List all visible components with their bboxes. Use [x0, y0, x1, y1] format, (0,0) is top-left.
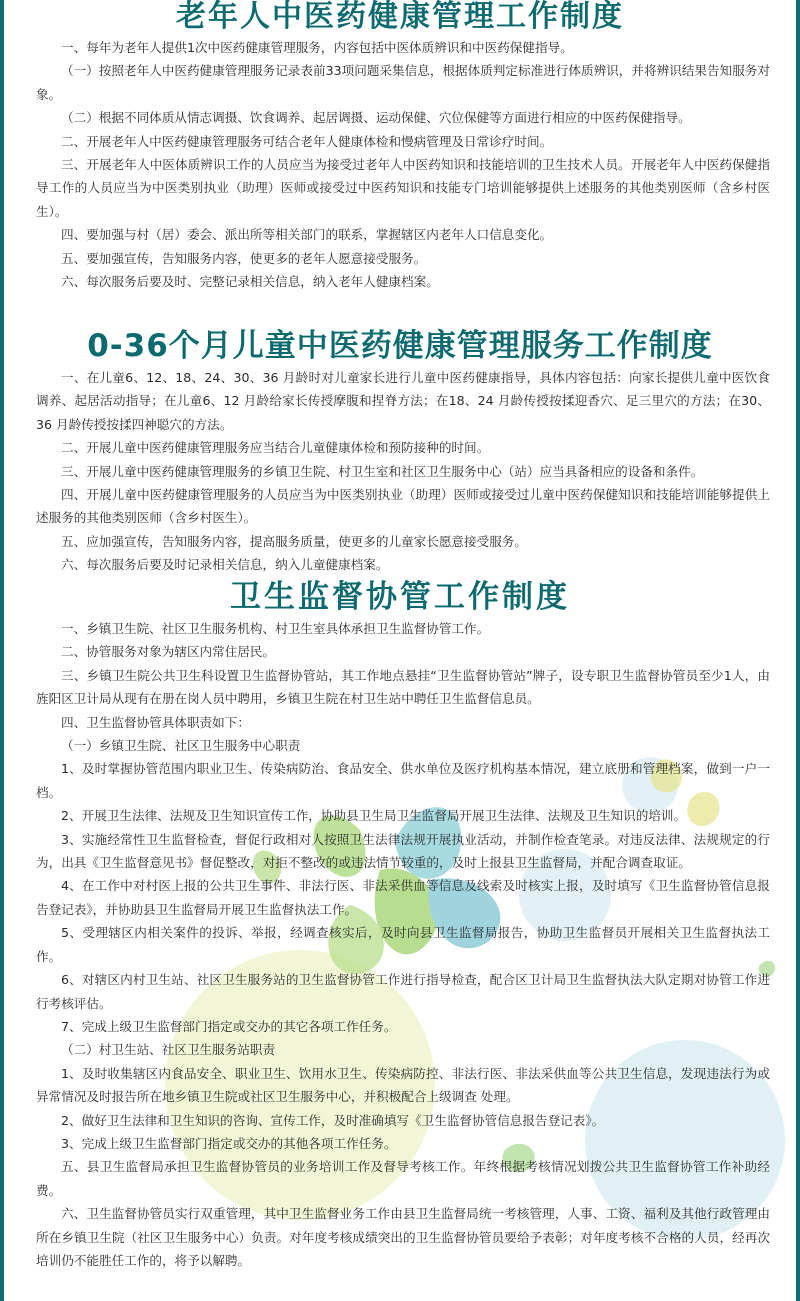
paragraph: （二）村卫生站、社区卫生服务站职责	[61, 1042, 276, 1058]
paragraph: 一、每年为老年人提供1次中医药健康管理服务，内容包括中医体质辨识和中医药保健指导。	[61, 40, 573, 55]
paragraph: 一、在儿童6、12、18、24、30、36 月龄时对儿童家长进行儿童中医药健康指导，具体内容包括：向家长提供儿童中医饮食调养、起居活动指导；在儿童6、12 月龄给家长传授摩腹和捏脊方法；在18、24 月龄传授按揉迎香穴、足三里穴的方法；在30、36 月龄传授按揉四神聪穴的方法。	[36, 370, 770, 432]
paragraph: 四、要加强与村（居）委会、派出所等相关部门的联系，掌握辖区内老年人口信息变化。	[61, 227, 553, 243]
paragraph: 二、协管服务对象为辖区内常住居民。	[61, 644, 276, 660]
section-title: 0-36个月儿童中医药健康管理服务工作制度	[87, 328, 713, 364]
paragraph: 五、应加强宣传，告知服务内容，提高服务质量，使更多的儿童家长愿意接受服务。	[61, 533, 527, 549]
paragraph: 四、卫生监督协管具体职责如下：	[61, 714, 250, 730]
paragraph: 5、受理辖区内相关案件的投诉、举报，经调查核实后，及时向县卫生监督局报告，协助卫生监督员开展相关卫生监督执法工作。	[36, 925, 770, 964]
paragraph: 3、实施经常性卫生监督检查，督促行政相对人按照卫生法律法规开展执业活动，并制作检查笔录。对违反法律、法规规定的行为，出具《卫生监督意见书》督促整改，对拒不整改的或违法情节较重的，及时上报县卫生监督局，并配合调查取证。	[36, 831, 770, 871]
section-body	[0, 617, 800, 1272]
section-child-tcm	[0, 326, 800, 577]
paragraph: 2、开展卫生法律、法规及卫生知识宣传工作，协助县卫生局卫生监督局开展卫生法律、法规及卫生知识的培训。	[61, 808, 687, 824]
paragraph: 2、做好卫生法律和卫生知识的咨询、宣传工作，及时准确填写《卫生监督协管信息报告登记表》。	[61, 1112, 605, 1128]
section-title: 卫生监督协管工作制度	[230, 579, 570, 615]
paragraph: 6、对辖区内村卫生站、社区卫生服务站的卫生监督协管工作进行指导检查，配合区卫计局卫生监督执法大队定期对协管工作进行考核评估。	[36, 972, 770, 1011]
paragraph: 二、开展儿童中医药健康管理服务应当结合儿童健康体检和预防接种的时间。	[61, 440, 490, 456]
paragraph: （二）根据不同体质从情志调摄、饮食调养、起居调摄、运动保健、穴位保健等方面进行相应的中医药保健指导。	[61, 110, 691, 126]
paragraph: 7、完成上级卫生监督部门指定或交办的其它各项工作任务。	[61, 1018, 397, 1034]
paragraph: 1、及时收集辖区内食品安全、职业卫生、饮用水卫生、传染病防控、非法行医、非法采供血等公共卫生信息，发现违法行为或异常情况及时报告所在地乡镇卫生院或社区卫生服务中心，并积极配合上级调查 处理。	[36, 1065, 770, 1105]
paragraph: 二、开展老年人中医药健康管理服务可结合老年人健康体检和慢病管理及日常诊疗时间。	[61, 133, 553, 149]
section-elderly-tcm	[0, 0, 800, 293]
page-border-right	[796, 0, 800, 1301]
paragraph: 五、县卫生监督局承担卫生监督协管员的业务培训工作及督导考核工作。年终根据考核情况划拨公共卫生监督协管工作补助经费。	[36, 1159, 770, 1198]
paragraph: 六、每次服务后要及时记录相关信息，纳入儿童健康档案。	[61, 557, 389, 573]
paragraph: 四、开展儿童中医药健康管理服务的人员应当为中医类别执业（助理）医师或接受过儿童中医药保健知识和技能培训能够提供上述服务的其他类别医师（含乡村医生）。	[36, 487, 770, 526]
section-title: 老年人中医药健康管理工作制度	[176, 0, 624, 34]
paragraph: 三、开展老年人中医体质辨识工作的人员应当为接受过老年人中医药知识和技能培训的卫生技术人员。开展老年人中医药保健指导工作的人员应当为中医类别执业（助理）医师或接受过中医药知识和技能专门培训能够提供上述服务的其他类别医师（含乡村医生）。	[36, 157, 770, 219]
paragraph: 六、每次服务后要及时、完整记录相关信息，纳入老年人健康档案。	[61, 274, 439, 290]
paragraph: （一）乡镇卫生院、社区卫生服务中心职责	[61, 738, 301, 754]
section-body	[0, 366, 800, 577]
paragraph: 六、卫生监督协管员实行双重管理，其中卫生监督业务工作由县卫生监督局统一考核管理，人事、工资、福利及其他行政管理由所在乡镇卫生院（社区卫生服务中心）负责。对年度考核成绩突出的卫生监督协管员要给予表彰；对年度考核不合格的人员，经再次培训仍不能胜任工作的，将予以解聘。	[36, 1206, 770, 1268]
paragraph: 3、完成上级卫生监督部门指定或交办的其他各项工作任务。	[61, 1135, 397, 1151]
page-border-left	[0, 0, 4, 1301]
paragraph: 三、开展儿童中医药健康管理服务的乡镇卫生院、村卫生室和社区卫生服务中心（站）应当具备相应的设备和条件。	[61, 463, 704, 479]
paragraph: （一）按照老年人中医药健康管理服务记录表前33项问题采集信息，根据体质判定标准进行体质辨识，并将辨识结果告知服务对象。	[36, 63, 770, 102]
section-body	[0, 36, 800, 293]
section-health-supervision	[0, 577, 800, 1272]
paragraph: 1、及时掌握协管范围内职业卫生、传染病防治、食品安全、供水单位及医疗机构基本情况，建立底册和管理档案，做到一户一档。	[36, 761, 770, 800]
paragraph: 三、乡镇卫生院公共卫生科设置卫生监督协管站，其工作地点悬挂“卫生监督协管站”牌子，设专职卫生监督协管员至少1人，由旌阳区卫计局从现有在册在岗人员中聘用，乡镇卫生院在村卫生站中聘任卫生监督信息员。	[36, 667, 770, 707]
paragraph: 一、乡镇卫生院、社区卫生服务机构、村卫生室具体承担卫生监督协管工作。	[61, 621, 490, 636]
paragraph: 4、在工作中对村医上报的公共卫生事件、非法行医、非法采供血等信息及线索及时核实上报，及时填写《卫生监督协管信息报告登记表》，并协助县卫生监督局开展卫生监督执法工作。	[36, 878, 770, 917]
paragraph: 五、要加强宣传，告知服务内容，使更多的老年人愿意接受服务。	[61, 250, 427, 266]
